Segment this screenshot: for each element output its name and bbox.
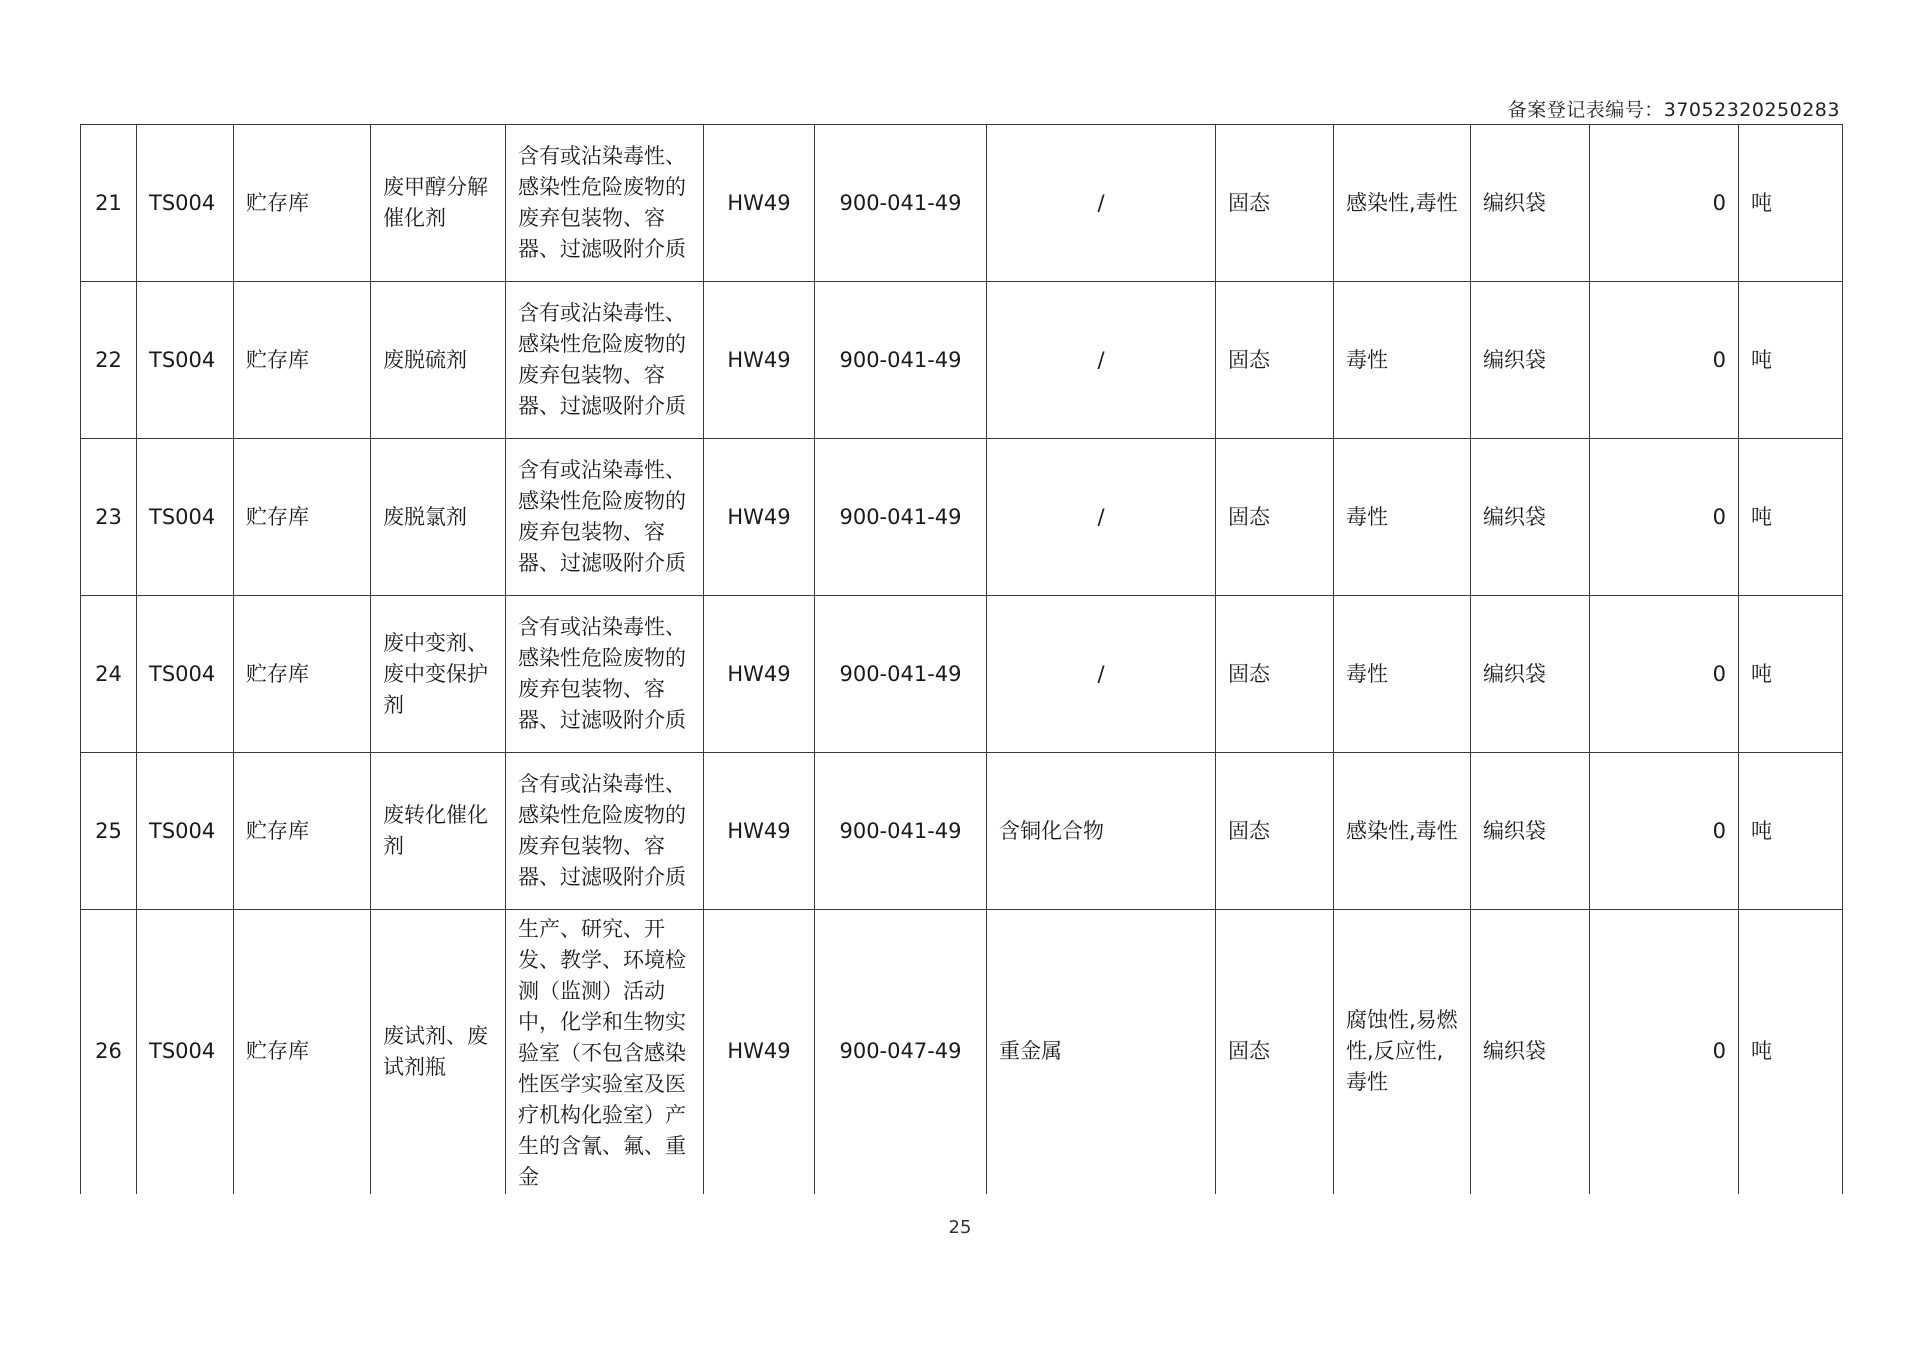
- cell-form: 固态: [1216, 282, 1334, 439]
- cell-seq: 23: [81, 439, 137, 596]
- cell-quantity: 0: [1590, 282, 1739, 439]
- cell-hazard-property: 感染性,毒性: [1334, 753, 1471, 910]
- cell-hazard-property: 感染性,毒性: [1334, 125, 1471, 282]
- table-row: [81, 596, 1843, 753]
- cell-unit: 吨: [1739, 439, 1843, 596]
- cell-packaging: 编织袋: [1471, 282, 1590, 439]
- cell-quantity: 0: [1590, 125, 1739, 282]
- cell-description: 含有或沾染毒性、感染性危险废物的废弃包装物、容器、过滤吸附介质: [506, 282, 704, 439]
- cell-waste-code: 900-041-49: [815, 439, 987, 596]
- cell-packaging: 编织袋: [1471, 910, 1590, 1194]
- cell-form: 固态: [1216, 910, 1334, 1194]
- cell-hazardous-component: /: [987, 282, 1216, 439]
- cell-waste-name: 废脱氯剂: [371, 439, 506, 596]
- cell-unit: 吨: [1739, 282, 1843, 439]
- registration-label: 备案登记表编号：: [1507, 99, 1664, 121]
- cell-hazardous-component: 含铜化合物: [987, 753, 1216, 910]
- cell-seq: 21: [81, 125, 137, 282]
- registration-value: 37052320250283: [1663, 99, 1840, 121]
- cell-facility-type: 贮存库: [234, 125, 371, 282]
- cell-facility-type: 贮存库: [234, 282, 371, 439]
- cell-facility-code: TS004: [137, 282, 234, 439]
- table-row: [81, 439, 1843, 596]
- cell-seq: 22: [81, 282, 137, 439]
- cell-unit: 吨: [1739, 753, 1843, 910]
- cell-category: HW49: [704, 439, 815, 596]
- cell-unit: 吨: [1739, 125, 1843, 282]
- cell-waste-code: 900-041-49: [815, 125, 987, 282]
- cell-category: HW49: [704, 910, 815, 1194]
- table-row: [81, 125, 1843, 282]
- cell-facility-type: 贮存库: [234, 596, 371, 753]
- cell-description: 生产、研究、开发、教学、环境检测（监测）活动中，化学和生物实验室（不包含感染性医学实验室及医疗机构化验室）产生的含氰、氟、重金: [506, 910, 704, 1194]
- page-number: 25: [948, 1217, 972, 1238]
- cell-waste-code: 900-047-49: [815, 910, 987, 1194]
- cell-category: HW49: [704, 596, 815, 753]
- cell-hazardous-component: /: [987, 439, 1216, 596]
- cell-facility-code: TS004: [137, 439, 234, 596]
- cell-facility-code: TS004: [137, 125, 234, 282]
- cell-waste-code: 900-041-49: [815, 753, 987, 910]
- cell-hazard-property: 毒性: [1334, 439, 1471, 596]
- cell-description: 含有或沾染毒性、感染性危险废物的废弃包装物、容器、过滤吸附介质: [506, 125, 704, 282]
- cell-facility-type: 贮存库: [234, 439, 371, 596]
- cell-quantity: 0: [1590, 596, 1739, 753]
- cell-hazard-property: 腐蚀性,易燃性,反应性,毒性: [1334, 910, 1471, 1194]
- cell-facility-code: TS004: [137, 753, 234, 910]
- cell-facility-type: 贮存库: [234, 753, 371, 910]
- cell-category: HW49: [704, 282, 815, 439]
- cell-category: HW49: [704, 753, 815, 910]
- cell-seq: 24: [81, 596, 137, 753]
- cell-unit: 吨: [1739, 596, 1843, 753]
- cell-unit: 吨: [1739, 910, 1843, 1194]
- cell-packaging: 编织袋: [1471, 439, 1590, 596]
- cell-waste-code: 900-041-49: [815, 282, 987, 439]
- cell-description: 含有或沾染毒性、感染性危险废物的废弃包装物、容器、过滤吸附介质: [506, 753, 704, 910]
- cell-facility-code: TS004: [137, 910, 234, 1194]
- cell-form: 固态: [1216, 596, 1334, 753]
- cell-seq: 26: [81, 910, 137, 1194]
- table-row: [81, 753, 1843, 910]
- cell-form: 固态: [1216, 439, 1334, 596]
- cell-hazardous-component: /: [987, 125, 1216, 282]
- table-row: [81, 910, 1843, 1194]
- cell-packaging: 编织袋: [1471, 596, 1590, 753]
- cell-description: 含有或沾染毒性、感染性危险废物的废弃包装物、容器、过滤吸附介质: [506, 439, 704, 596]
- cell-packaging: 编织袋: [1471, 125, 1590, 282]
- cell-waste-name: 废转化催化剂: [371, 753, 506, 910]
- cell-waste-name: 废中变剂、废中变保护剂: [371, 596, 506, 753]
- cell-waste-name: 废脱硫剂: [371, 282, 506, 439]
- cell-facility-code: TS004: [137, 596, 234, 753]
- cell-category: HW49: [704, 125, 815, 282]
- cell-waste-name: 废甲醇分解催化剂: [371, 125, 506, 282]
- hazardous-waste-table: [80, 124, 1843, 1194]
- cell-waste-code: 900-041-49: [815, 596, 987, 753]
- cell-form: 固态: [1216, 125, 1334, 282]
- cell-hazard-property: 毒性: [1334, 596, 1471, 753]
- table-row: [81, 282, 1843, 439]
- registration-number: [1508, 95, 1840, 122]
- cell-quantity: 0: [1590, 439, 1739, 596]
- cell-hazardous-component: /: [987, 596, 1216, 753]
- cell-quantity: 0: [1590, 753, 1739, 910]
- cell-form: 固态: [1216, 753, 1334, 910]
- cell-quantity: 0: [1590, 910, 1739, 1194]
- cell-hazard-property: 毒性: [1334, 282, 1471, 439]
- cell-packaging: 编织袋: [1471, 753, 1590, 910]
- cell-hazardous-component: 重金属: [987, 910, 1216, 1194]
- cell-facility-type: 贮存库: [234, 910, 371, 1194]
- cell-waste-name: 废试剂、废试剂瓶: [371, 910, 506, 1194]
- cell-seq: 25: [81, 753, 137, 910]
- cell-description: 含有或沾染毒性、感染性危险废物的废弃包装物、容器、过滤吸附介质: [506, 596, 704, 753]
